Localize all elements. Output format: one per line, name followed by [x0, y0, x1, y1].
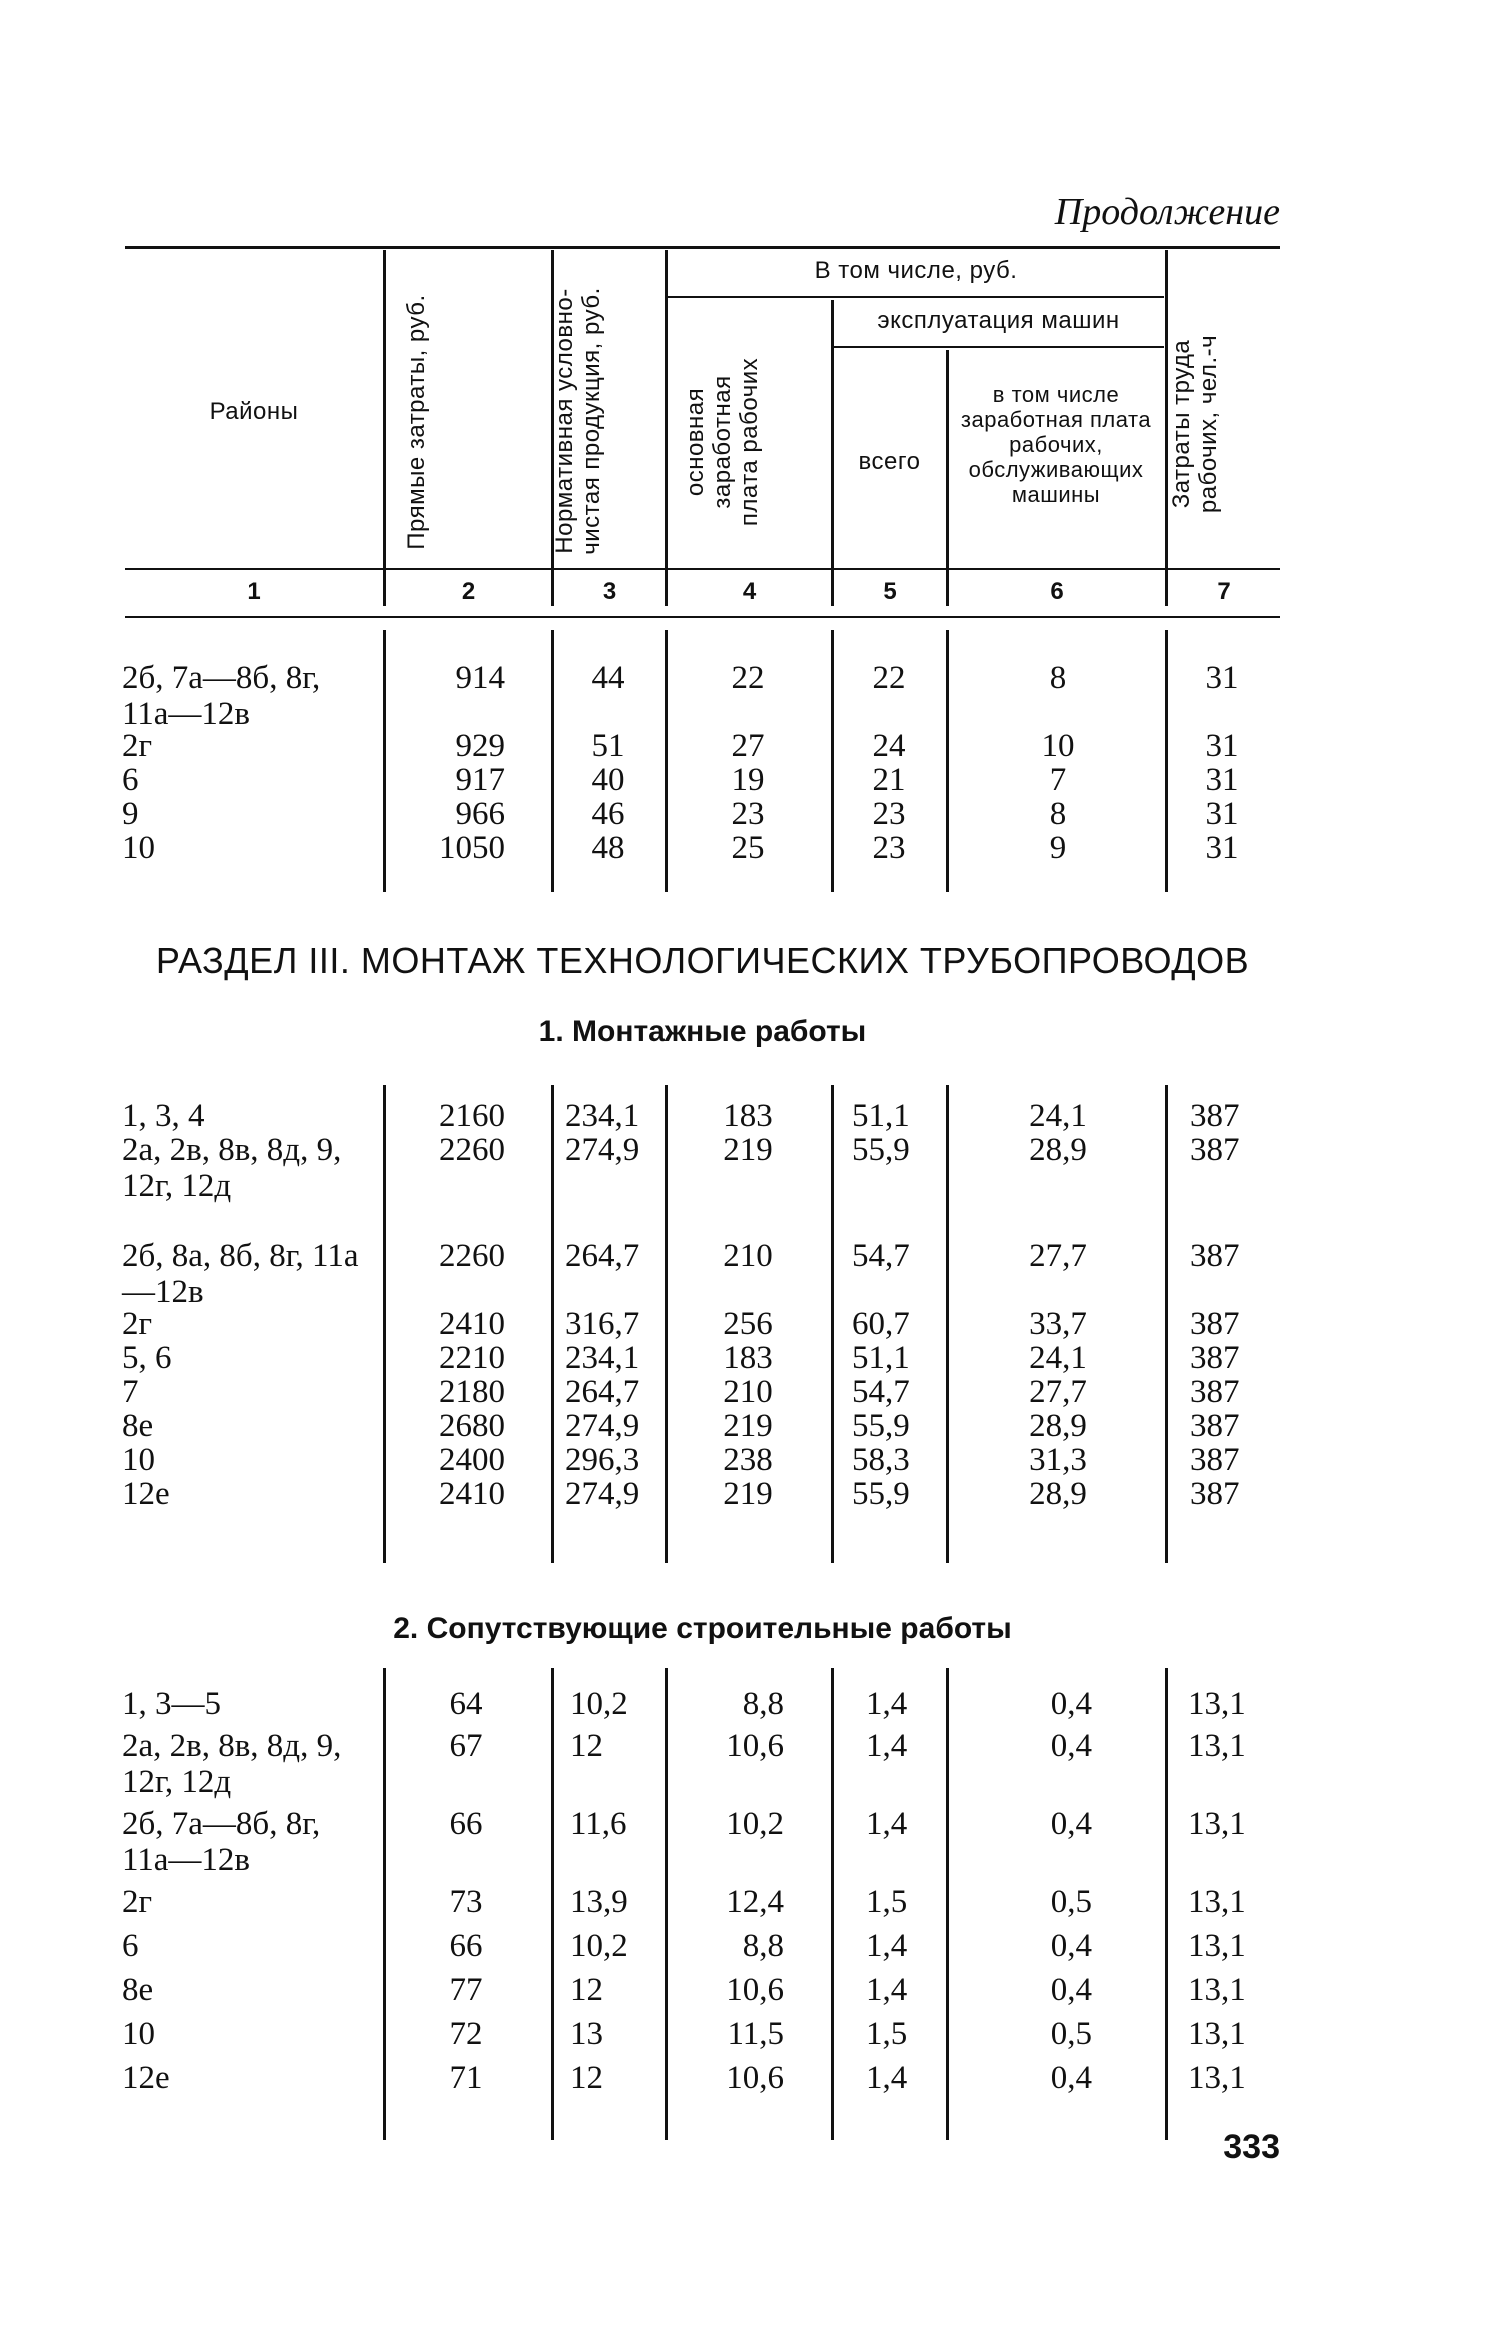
table-cell-c6: 28,9 [1029, 1132, 1087, 1168]
table-cell-c5: 23 [872, 830, 906, 866]
region-label: 2а, 2в, 8в, 8д, 9, 12г, 12д [122, 1132, 342, 1204]
table-cell-c7: 387 [1190, 1408, 1240, 1444]
region-label: 2г [122, 1884, 153, 1920]
table-cell-c2: 2410 [439, 1306, 505, 1342]
t1-vline-6 [1165, 1085, 1168, 1563]
table-cell-c6: 0,4 [1050, 1728, 1092, 1764]
t2-vline-6 [1165, 1668, 1168, 2140]
header-rule [125, 568, 1280, 570]
table-cell-c4: 210 [723, 1374, 773, 1410]
table-cell-c3: 40 [591, 762, 625, 798]
table-cell-c5: 55,9 [852, 1408, 910, 1444]
t2-vline-4 [831, 1668, 834, 2140]
including-rule [668, 296, 1164, 298]
table-cell-c3: 12 [570, 1728, 603, 1764]
table-cell-c2: 66 [449, 1806, 483, 1842]
table-cell-c3: 13,9 [570, 1884, 628, 1920]
table-cell-c4: 23 [731, 796, 765, 832]
table-cell-c2: 77 [449, 1972, 483, 2008]
region-label: 10 [122, 830, 155, 866]
table-cell-c7: 31 [1205, 762, 1239, 798]
continued-label: Продолжение [1054, 191, 1280, 233]
table-cell-c5: 1,4 [866, 2060, 908, 2096]
table-cell-c2: 2680 [439, 1408, 505, 1444]
table-cell-c3: 264,7 [565, 1374, 640, 1410]
table-cell-c7: 13,1 [1188, 1728, 1246, 1764]
region-label: 1, 3—5 [122, 1686, 221, 1722]
table-cell-c3: 10,2 [570, 1928, 628, 1964]
colnum-6: 6 [1050, 578, 1064, 605]
table-cell-c4: 238 [723, 1442, 773, 1478]
table-cell-c4: 12,4 [726, 1884, 784, 1920]
table-cell-c5: 22 [872, 660, 906, 696]
page-number: 333 [1223, 2128, 1280, 2166]
region-label: 9 [122, 796, 139, 832]
table-cell-c7: 31 [1205, 830, 1239, 866]
table-cell-c5: 21 [872, 762, 906, 798]
table-cell-c6: 0,5 [1050, 1884, 1092, 1920]
table-cell-c3: 44 [591, 660, 625, 696]
table-cell-c5: 1,4 [866, 1686, 908, 1722]
table-cell-c6: 0,5 [1050, 2016, 1092, 2052]
region-label: 6 [122, 762, 139, 798]
region-label: 8е [122, 1972, 154, 2008]
table-cell-c3: 264,7 [565, 1238, 640, 1274]
table-cell-c4: 27 [731, 728, 765, 764]
table-cell-c6: 0,4 [1050, 1806, 1092, 1842]
header-base-wage: основная заработная плата рабочих [682, 357, 763, 527]
table-top-rule [125, 246, 1280, 249]
table-cell-c6: 8 [1049, 796, 1067, 832]
table-cell-c7: 31 [1205, 796, 1239, 832]
table-cell-c4: 25 [731, 830, 765, 866]
table-cell-c6: 8 [1049, 660, 1067, 696]
table-cell-c4: 19 [731, 762, 765, 798]
table-cell-c5: 1,4 [866, 1928, 908, 1964]
table-cell-c4: 10,2 [726, 1806, 784, 1842]
region-label: 12е [122, 1476, 170, 1512]
table-cell-c2: 72 [449, 2016, 483, 2052]
table-cell-c7: 387 [1190, 1340, 1240, 1376]
colnum-1: 1 [247, 578, 261, 605]
table-cell-c5: 1,4 [866, 1806, 908, 1842]
table-cell-c6: 0,4 [1050, 1928, 1092, 1964]
table-cell-c6: 10 [1041, 728, 1075, 764]
table-cell-c3: 51 [591, 728, 625, 764]
table-cell-c2: 929 [455, 728, 505, 764]
t2-vline-2 [551, 1668, 554, 2140]
header-including: В том числе, руб. [814, 257, 1018, 284]
table-cell-c3: 274,9 [565, 1408, 640, 1444]
hdr-vline-5 [946, 350, 949, 606]
table-cell-c4: 219 [723, 1408, 773, 1444]
region-label: 5, 6 [122, 1340, 172, 1376]
colnum-7: 7 [1217, 578, 1231, 605]
region-label: 6 [122, 1928, 139, 1964]
t1-vline-4 [831, 1085, 834, 1563]
table-cell-c3: 13 [570, 2016, 603, 2052]
table-cell-c7: 13,1 [1188, 1806, 1246, 1842]
table-cell-c7: 387 [1190, 1098, 1240, 1134]
table-cell-c4: 10,6 [726, 1728, 784, 1764]
table-cell-c3: 12 [570, 2060, 603, 2096]
table-cell-c4: 219 [723, 1476, 773, 1512]
subsection-1-title: 1. Монтажные работы [538, 1015, 867, 1048]
table-cell-c2: 2260 [439, 1238, 505, 1274]
table-cell-c4: 219 [723, 1132, 773, 1168]
table-cell-c3: 46 [591, 796, 625, 832]
table-cell-c5: 1,4 [866, 1972, 908, 2008]
table-cell-c5: 1,4 [866, 1728, 908, 1764]
table-cell-c4: 256 [723, 1306, 773, 1342]
table-cell-c2: 2180 [439, 1374, 505, 1410]
table-cell-c5: 55,9 [852, 1132, 910, 1168]
table-cell-c5: 51,1 [852, 1340, 910, 1376]
table-cell-c6: 27,7 [1029, 1238, 1087, 1274]
header-regions: Районы [209, 398, 299, 425]
table-cell-c3: 234,1 [565, 1098, 640, 1134]
table-cell-c7: 31 [1205, 660, 1239, 696]
table-cell-c2: 914 [455, 660, 505, 696]
region-label: 1, 3, 4 [122, 1098, 205, 1134]
table-cell-c2: 73 [449, 1884, 483, 1920]
region-label: 10 [122, 2016, 155, 2052]
header-direct-costs: Прямые затраты, руб. [403, 294, 430, 550]
table-cell-c5: 23 [872, 796, 906, 832]
table-cell-c2: 67 [449, 1728, 483, 1764]
colnum-5: 5 [883, 578, 897, 605]
table-cell-c7: 387 [1190, 1442, 1240, 1478]
hdr-vline-3 [665, 250, 668, 606]
table-cell-c7: 387 [1190, 1306, 1240, 1342]
table-cell-c7: 387 [1190, 1374, 1240, 1410]
table-cell-c5: 54,7 [852, 1238, 910, 1274]
table-cell-c2: 2400 [439, 1442, 505, 1478]
table-cell-c2: 1050 [439, 830, 505, 866]
table-cell-c6: 27,7 [1029, 1374, 1087, 1410]
machines-rule [833, 346, 1164, 348]
table-cell-c7: 387 [1190, 1132, 1240, 1168]
table-cell-c7: 387 [1190, 1238, 1240, 1274]
table-cell-c7: 387 [1190, 1476, 1240, 1512]
table-cell-c6: 24,1 [1029, 1098, 1087, 1134]
table-cell-c2: 2410 [439, 1476, 505, 1512]
colnum-3: 3 [602, 578, 617, 605]
region-label: 10 [122, 1442, 155, 1478]
table-cell-c4: 22 [731, 660, 765, 696]
table-cell-c4: 183 [723, 1340, 773, 1376]
colnum-2: 2 [461, 578, 476, 605]
region-label: 8е [122, 1408, 154, 1444]
table-cell-c7: 13,1 [1188, 2060, 1246, 2096]
table-cell-c7: 13,1 [1188, 1972, 1246, 2008]
section-title: РАЗДЕЛ III. МОНТАЖ ТЕХНОЛОГИЧЕСКИХ ТРУБОПРОВОДОВ [155, 940, 1250, 981]
table-cell-c6: 7 [1049, 762, 1067, 798]
table-cell-c2: 917 [455, 762, 505, 798]
table-cell-c4: 8,8 [742, 1928, 784, 1964]
table-cell-c6: 28,9 [1029, 1476, 1087, 1512]
table-cell-c2: 64 [449, 1686, 483, 1722]
table-cell-c3: 11,6 [570, 1806, 627, 1842]
table-cell-c4: 10,6 [726, 1972, 784, 2008]
header-machine-operation: эксплуатация машин [877, 307, 1120, 334]
table-cell-c6: 0,4 [1050, 1686, 1092, 1722]
region-label: 2г [122, 1306, 153, 1342]
table-cell-c6: 24,1 [1029, 1340, 1087, 1376]
header-machine-wage: в том числе заработная плата рабочих, обслуживающих машины [960, 382, 1152, 507]
t1-vline-2 [551, 1085, 554, 1563]
table-cell-c6: 33,7 [1029, 1306, 1087, 1342]
table-cell-c6: 0,4 [1050, 2060, 1092, 2096]
region-label: 2б, 7а—8б, 8г, 11а—12в [122, 1806, 321, 1878]
region-label: 7 [122, 1374, 139, 1410]
table-cell-c4: 10,6 [726, 2060, 784, 2096]
table-cell-c5: 51,1 [852, 1098, 910, 1134]
t1-vline-5 [946, 1085, 949, 1563]
region-label: 2б, 8а, 8б, 8г, 11а—12в [122, 1238, 359, 1310]
table-cell-c3: 274,9 [565, 1476, 640, 1512]
table-cell-c4: 8,8 [742, 1686, 784, 1722]
table-cell-c7: 13,1 [1188, 1884, 1246, 1920]
colnum-4: 4 [742, 578, 757, 605]
subsection-2-title: 2. Сопутствующие строительные работы [393, 1612, 1012, 1645]
table-cell-c3: 12 [570, 1972, 603, 2008]
table-cell-c2: 66 [449, 1928, 483, 1964]
table-cell-c7: 13,1 [1188, 2016, 1246, 2052]
table-cell-c5: 1,5 [866, 1884, 908, 1920]
table-cell-c6: 28,9 [1029, 1408, 1087, 1444]
table-cell-c3: 48 [591, 830, 625, 866]
table-cell-c2: 966 [455, 796, 505, 832]
table-cell-c6: 31,3 [1029, 1442, 1087, 1478]
table-cell-c2: 2260 [439, 1132, 505, 1168]
colnum-rule [125, 616, 1280, 618]
table-cell-c4: 11,5 [727, 2016, 784, 2052]
table-cell-c5: 60,7 [852, 1306, 910, 1342]
table-cell-c3: 10,2 [570, 1686, 628, 1722]
table-cell-c4: 183 [723, 1098, 773, 1134]
table-cell-c5: 1,5 [866, 2016, 908, 2052]
region-label: 2а, 2в, 8в, 8д, 9, 12г, 12д [122, 1728, 342, 1800]
table-cell-c5: 58,3 [852, 1442, 910, 1478]
table-cell-c3: 296,3 [565, 1442, 640, 1478]
region-label: 12е [122, 2060, 170, 2096]
region-label: 2б, 7а—8б, 8г, 11а—12в [122, 660, 321, 732]
header-normative: Нормативная условно-чистая продукция, руб. [551, 287, 605, 555]
table-cell-c2: 2210 [439, 1340, 505, 1376]
hdr-vline-1 [383, 250, 386, 606]
table-cell-c2: 2160 [439, 1098, 505, 1134]
table-cell-c7: 13,1 [1188, 1686, 1246, 1722]
region-label: 2г [122, 728, 153, 764]
table-cell-c2: 71 [449, 2060, 483, 2096]
header-total: всего [858, 448, 921, 475]
table-cell-c7: 31 [1205, 728, 1239, 764]
header-labor: Затраты труда рабочих, чел.-ч [1168, 334, 1222, 514]
table-cell-c3: 234,1 [565, 1340, 640, 1376]
table-cell-c3: 274,9 [565, 1132, 640, 1168]
table-cell-c4: 210 [723, 1238, 773, 1274]
table-cell-c6: 9 [1049, 830, 1067, 866]
table-cell-c6: 0,4 [1050, 1972, 1092, 2008]
table-cell-c5: 55,9 [852, 1476, 910, 1512]
table-cell-c5: 54,7 [852, 1374, 910, 1410]
table-cell-c3: 316,7 [565, 1306, 640, 1342]
table-cell-c5: 24 [872, 728, 906, 764]
table-cell-c7: 13,1 [1188, 1928, 1246, 1964]
